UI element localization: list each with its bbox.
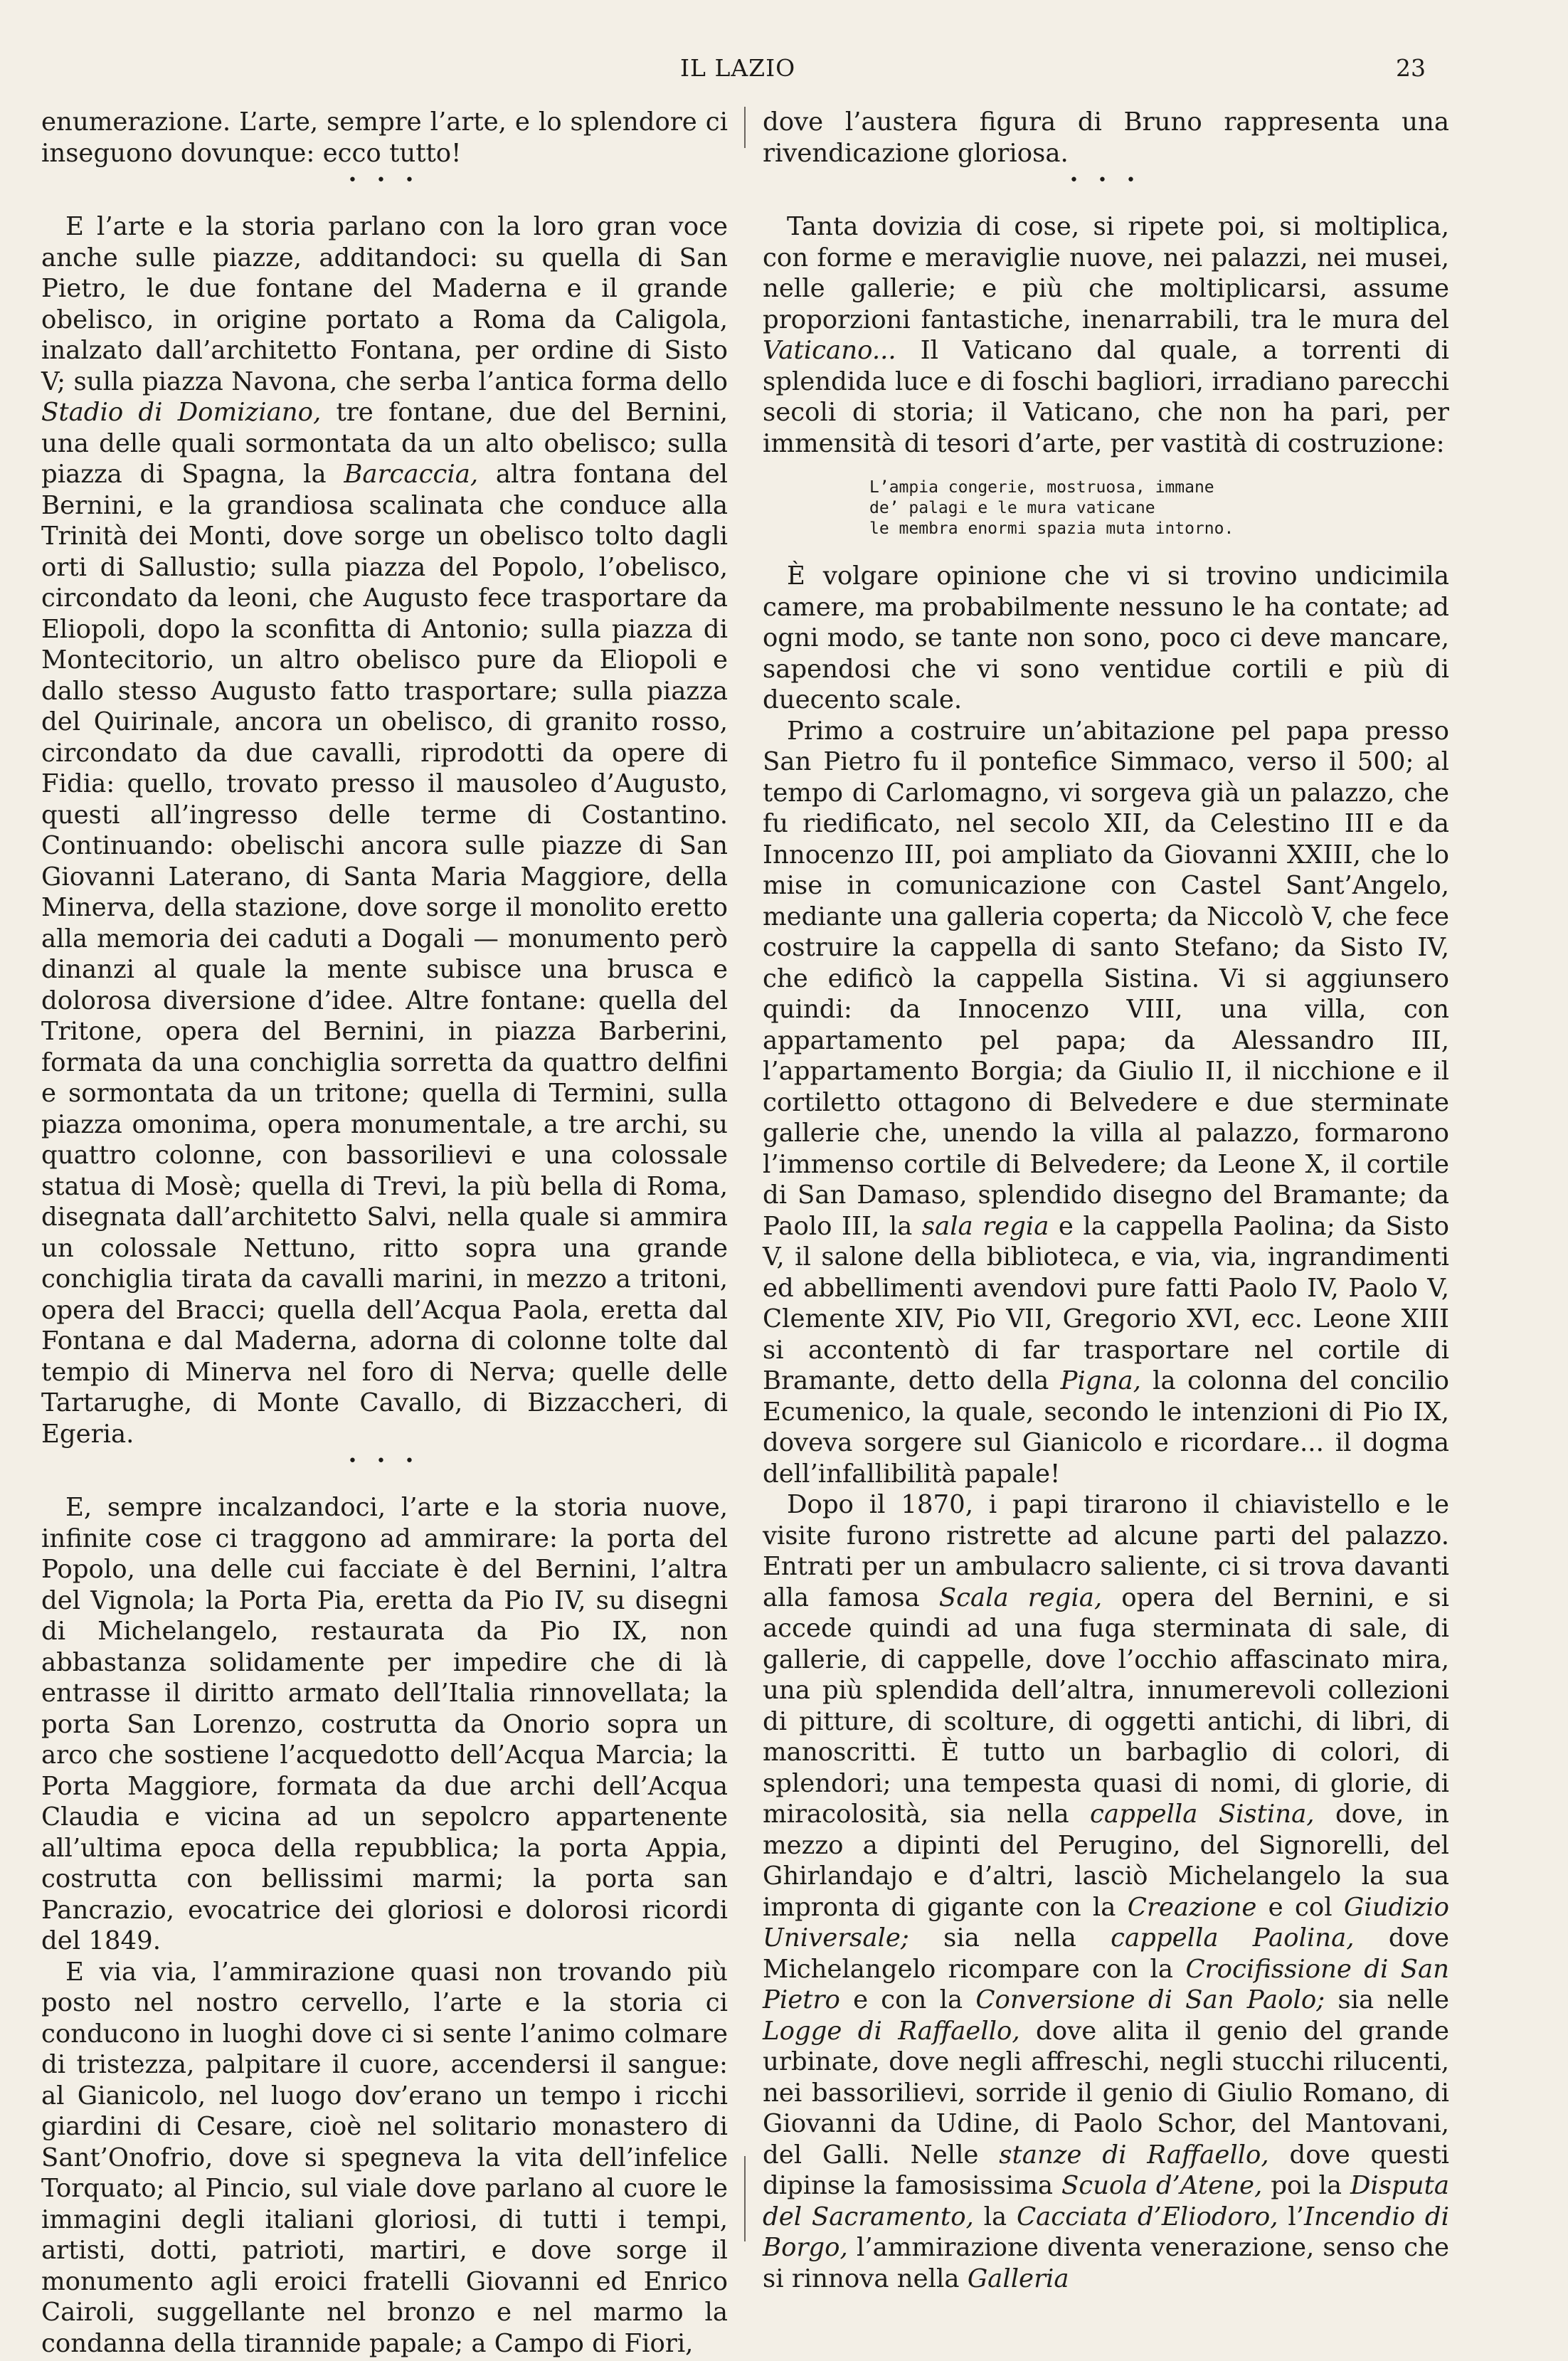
- verse-line: L’ampia congerie, mostruosa, immane: [869, 478, 1214, 497]
- page-number: 23: [1396, 54, 1426, 82]
- column-rule-bottom: [744, 2156, 746, 2241]
- verse-line: de’ palagi e le mura vaticane: [869, 499, 1155, 517]
- paragraph: Dopo il 1870, i papi tirarono il chiavistello e le visite furono ristrette ad alcune parti del palazzo. Entrati per un ambulacro saliente, ci si trova davanti alla famosa Scala regia, opera del Bernini, e si accede quindi ad una fuga sterminata di sale, di gallerie, di cappelle, dove l’occhio affascinato mira, una più splendida dell’altra, innumerevoli collezioni di pitture, di scolture, di oggetti antichi, di libri, di manoscritti. È tutto un barbaglio di colori, di splendori; una tempesta quasi di nomi, di glorie, di miracolosità, sia nella cappella Sistina, dove, in mezzo a dipinti del Perugino, del Signorelli, del Ghirlandajo e d’altri, lasciò Michelangelo la sua impronta di gigante con la Creazione e col Giudizio Universale; sia nella cappella Paolina, dove Michelangelo ricompare con la Crocifissione di San Pietro e con la Conversione di San Paolo; sia nelle Logge di Raffaello, dove alita il genio del grande urbinate, dove negli affreschi, negli stucchi rilucenti, nei bassorilievi, sorride il genio di Giulio Romano, di Giovanni da Udine, di Paolo Schor, del Mantovani, del Galli. Nelle stanze di Raffaello, dove questi dipinse la famosissima Scuola d’Atene, poi la Disputa del Sacramento, la Cacciata d’Eliodoro, l’Incendio di Borgo, l’ammirazione diventa venerazione, senso che si rinnova nella Galleria: [763, 1490, 1450, 2293]
- section-separator: • • •: [348, 1452, 421, 1470]
- paragraph: E l’arte e la storia parlano con la loro gran voce anche sulle piazze, additandoci: su quella di San Pietro, le due fontane del Maderna e il grande obelisco, in origine portato a Roma da Caligola, inalzato dall’architetto Fontana, per ordine di Sisto V; sulla piazza Navona, che serba l’antica forma dello Stadio di Domiziano, tre fontane, due del Bernini, una delle quali sormontata da un alto obelisco; sulla piazza di Spagna, la Barcaccia, altra fontana del Bernini, e la grandiosa scalinata che conduce alla Trinità dei Monti, dove sorge un obelisco tolto dagli orti di Sallustio; sulla piazza del Popolo, l’obelisco, circondato da leoni, che Augusto fece trasportare da Eliopoli, dopo la sconfitta di Antonio; sulla piazza di Montecitorio, un altro obelisco pure da Eliopoli e dallo stesso Augusto fatto trasportare; sulla piazza del Quirinale, ancora un obelisco, di granito rosso, circondato da due cavalli, riprodotti da opere di Fidia: quello, trovato presso il mausoleo d’Augusto, questi all’ingresso delle terme di Costantino. Continuando: obelischi ancora sulle piazze di San Giovanni Laterano, di Santa Maria Maggiore, della Minerva, della stazione, dove sorge il monolito eretto alla memoria dei caduti a Dogali — monumento però dinanzi al quale la mente subisce una brusca e dolorosa diversione d’idee. Altre fontane: quella del Tritone, opera del Bernini, in piazza Barberini, formata da una conchiglia sorretta da quattro delfini e sormontata da un tritone; quella di Termini, sulla piazza omonima, opera monumentale, a tre archi, su quattro colonne, con bassorilievi e una colossale statua di Mosè; quella di Trevi, la più bella di Roma, disegnata dall’architetto Salvi, nella quale si ammira un colossale Nettuno, ritto sopra una grande conchiglia tirata da cavalli marini, in mezzo a tritoni, opera del Bracci; quella dell’Acqua Paola, eretta dal Fontana e dal Maderna, adorna di colonne tolte dal tempio di Minerva nel foro di Nerva; quelle delle Tartarughe, di Monte Cavallo, di Bizzaccheri, di Egeria.: [41, 212, 729, 1449]
- running-title: IL LAZIO: [680, 54, 796, 82]
- section-separator: • • •: [348, 171, 421, 189]
- paragraph: E, sempre incalzandoci, l’arte e la storia nuove, infinite cose ci traggono ad ammirare: la porta del Popolo, una delle cui facciate è del Bernini, l’altra del Vignola; la Porta Pia, eretta da Pio IV, su disegni di Michelangelo, restaurata da Pio IX, non abbastanza solidamente per impedire che di là entrasse il diritto armato dell’Italia rinnovellata; la porta San Lorenzo, costrutta da Onorio sopra un arco che sostiene l’acquedotto dell’Acqua Marcia; la Porta Maggiore, formata da due archi dell’Acqua Claudia e vicina ad un sepolcro appartenente all’ultima epoca della repubblica; la porta Appia, costrutta con bellissimi marmi; la porta san Pancrazio, evocatrice dei gloriosi e dolorosi ricordi del 1849.: [41, 1493, 728, 1955]
- right-column: [763, 107, 1449, 2294]
- paragraph: Primo a costruire un’abitazione pel papa presso San Pietro fu il pontefice Simmaco, verso il 500; al tempo di Carlomagno, vi sorgeva già un palazzo, che fu riedificato, nel secolo XII, da Celestino III e da Innocenzo III, poi ampliato da Giovanni XXIII, che lo mise in comunicazione con Castel Sant’Angelo, mediante una galleria coperta; da Niccolò V, che fece costruire la cappella di santo Stefano; da Sisto IV, che edificò la cappella Sistina. Vi si aggiunsero quindi: da Innocenzo VIII, una villa, con appartamento pel papa; da Alessandro III, l’appartamento Borgia; da Giulio II, il nicchione e il cortiletto ottagono di Belvedere e due sterminate gallerie che, unendo la villa al palazzo, formarono l’immenso cortile di Belvedere; da Leone X, il cortile di San Damaso, splendido disegno del Bramante; da Paolo III, la sala regia e la cappella Paolina; da Sisto V, il salone della biblioteca, e via, via, ingrandimenti ed abbellimenti avendovi pure fatti Paolo IV, Paolo V, Clemente XIV, Pio VII, Gregorio XVI, ecc. Leone XIII si accontentò di far trasportare nel cortile di Bramante, detto della Pigna, la colonna del concilio Ecumenico, la quale, secondo le intenzioni di Pio IX, doveva sorgere sul Gianicolo e ricordare... il dogma dell’infallibilità papale!: [763, 716, 1449, 1489]
- paragraph: enumerazione. L’arte, sempre l’arte, e lo splendore ci inseguono dovunque: ecco tutto!: [41, 107, 728, 168]
- verse-quotation: [869, 477, 1449, 539]
- paragraph: È volgare opinione che vi si trovino undicimila camere, ma probabilmente nessuno le ha contate; ad ogni modo, se tante non sono, poco ci deve mancare, sapendosi che vi sono ventidue cortili e più di duecento scale.: [763, 561, 1449, 714]
- paragraph: Tanta dovizia di cose, si ripete poi, si moltiplica, con forme e meraviglie nuove, nei palazzi, nei musei, nelle gallerie; e più che moltiplicarsi, assume proporzioni fantastiche, inenarrabili, tra le mura del Vaticano... Il Vaticano dal quale, a torrenti di splendida luce e di foschi bagliori, irradiano parecchi secoli di storia; il Vaticano, che non ha pari, per immensità di tesori d’arte, per vastità di costruzione:: [763, 212, 1449, 458]
- column-rule-top: [744, 107, 746, 148]
- section-separator: • • •: [1069, 171, 1143, 189]
- verse-line: le membra enormi spazia muta intorno.: [869, 519, 1234, 538]
- paragraph: E via via, l’ammirazione quasi non trovando più posto nel nostro cervello, l’arte e la storia ci conducono in luoghi dove ci si sente l’animo colmare di tristezza, palpitare il cuore, accendersi il sangue: al Gianicolo, nel luogo dov’erano un tempo i ricchi giardini di Cesare, cioè nel solitario monastero di Sant’Onofrio, dove si spegneva la vita dell’infelice Torquato; al Pincio, sul viale dove parlano al cuore le immagini degli italiani gloriosi, di tutti i tempi, artisti, dotti, patrioti, martiri, e dove sorge il monumento agli eroici fratelli Giovanni ed Enrico Cairoli, suggellante nel bronzo e nel marmo la condanna della tirannide papale; a Campo di Fiori,: [41, 1957, 728, 2358]
- paragraph: dove l’austera figura di Bruno rappresenta una rivendicazione gloriosa.: [763, 107, 1449, 168]
- left-column: [41, 107, 728, 2359]
